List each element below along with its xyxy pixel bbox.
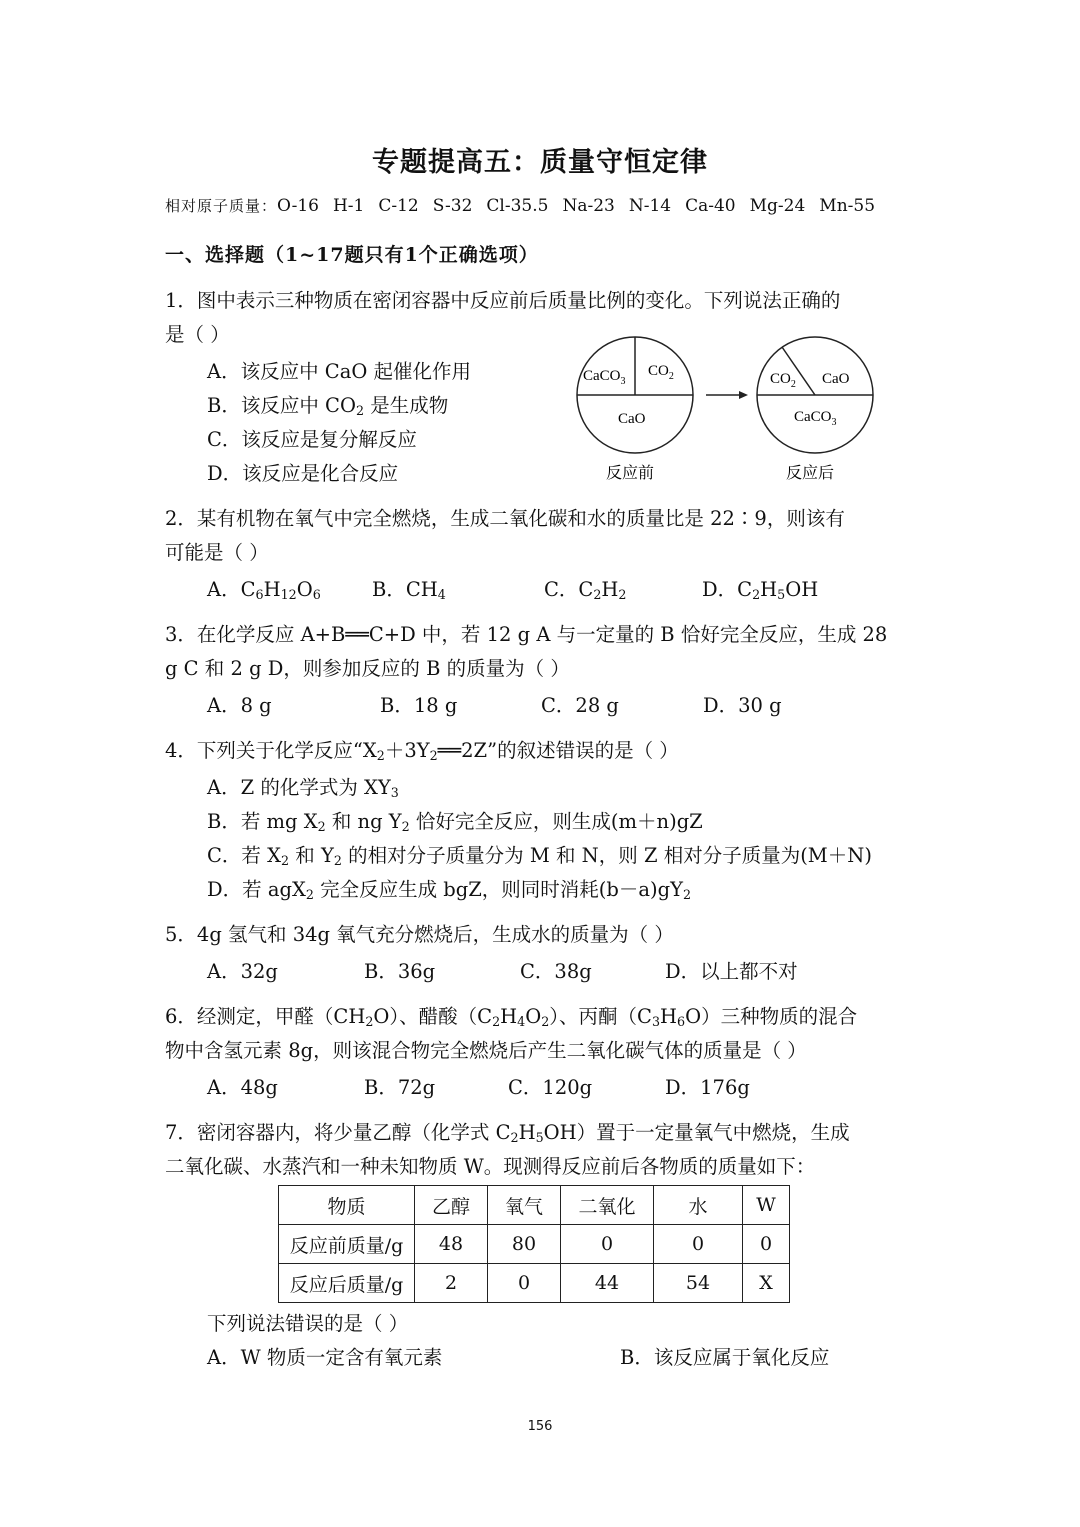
before-cao-label: CaO bbox=[618, 411, 646, 427]
q3-option-b: B．18 g bbox=[380, 694, 458, 717]
table-row bbox=[279, 1186, 790, 1225]
table-header-cell: 氧气 bbox=[488, 1186, 561, 1225]
q2-stem-line1: 2．某有机物在氧气中完全燃烧，生成二氧化碳和水的质量比是 22∶9，则该有 bbox=[165, 507, 845, 530]
q2-stem-line2: 可能是（ ） bbox=[165, 541, 269, 564]
before-caption: 反应前 bbox=[606, 465, 655, 482]
atomic-mass-item: C-12 bbox=[378, 196, 419, 216]
page-number: 156 bbox=[527, 1419, 553, 1434]
table-cell: 2 bbox=[415, 1264, 488, 1303]
q1-option-b-sub: 2 bbox=[355, 403, 364, 419]
table-row bbox=[279, 1225, 790, 1264]
q7-stem-line1: 7．密闭容器内，将少量乙醇（化学式 $C_2H_5OH$）置于一定量氧气中燃烧，生成 bbox=[165, 1121, 850, 1146]
atomic-mass-item: Ca-40 bbox=[685, 196, 736, 216]
reaction-arrow bbox=[706, 391, 748, 399]
table-cell: 0 bbox=[561, 1225, 654, 1264]
q2-option-b: B．$CH_4$ bbox=[372, 578, 446, 603]
after-cao-label: CaO bbox=[822, 371, 850, 387]
table-header-cell: 二氧化 bbox=[561, 1186, 654, 1225]
after-caco3-label: CaCO$_3$ bbox=[794, 409, 837, 428]
before-caco3-label: CaCO$_3$ bbox=[583, 368, 626, 387]
table-cell: X bbox=[743, 1264, 790, 1303]
table-cell: 反应后质量/g bbox=[279, 1264, 415, 1303]
q4-option-b: B．若 mg $X_2$ 和 ng $Y_2$ 恰好完全反应，则生成(m＋n)gZ bbox=[207, 810, 703, 835]
q1-option-b-pre: B．该反应中 CO bbox=[207, 394, 356, 417]
table-cell: 80 bbox=[488, 1225, 561, 1264]
q1-stem-line2: 是（ ） bbox=[165, 323, 230, 346]
q5-stem: 5．4g 氢气和 34g 氧气充分燃烧后，生成水的质量为（ ） bbox=[165, 923, 674, 946]
q1-option-b bbox=[207, 390, 448, 418]
q1-option-b-post: 是生成物 bbox=[364, 394, 449, 417]
q3-option-d: D．30 g bbox=[703, 694, 782, 717]
atomic-mass-item: Mn-55 bbox=[819, 196, 876, 216]
q3-option-a: A．8 g bbox=[207, 694, 272, 717]
q4-stem: 4．下列关于化学反应“$X_2+3Y_2══2Z$”的叙述错误的是（ ） bbox=[165, 739, 679, 764]
q5-option-b: B．36g bbox=[364, 960, 436, 983]
after-co2-label: $CO_2$ bbox=[770, 371, 796, 390]
q2-option-d: D．$C_2H_5OH$ bbox=[702, 578, 819, 603]
atomic-mass-item: O-16 bbox=[277, 196, 319, 216]
q6-option-a: A．48g bbox=[207, 1076, 278, 1099]
table-header-cell: 水 bbox=[654, 1186, 743, 1225]
atomic-mass-label: 相对原子质量： bbox=[165, 197, 278, 215]
q4-option-a: A．Z 的化学式为 $XY_3$ bbox=[207, 776, 399, 801]
table-header-cell: 物质 bbox=[279, 1186, 415, 1225]
atomic-mass-item: S-32 bbox=[432, 196, 473, 216]
table-row bbox=[279, 1264, 790, 1303]
table-cell: 反应前质量/g bbox=[279, 1225, 415, 1264]
q6-option-c: C．120g bbox=[508, 1076, 593, 1099]
table-cell: 0 bbox=[743, 1225, 790, 1264]
table-header-cell: W bbox=[743, 1186, 790, 1225]
table-cell: 54 bbox=[654, 1264, 743, 1303]
q5-option-a: A．32g bbox=[207, 960, 278, 983]
atomic-mass-line bbox=[165, 195, 875, 216]
q7-stem-line2: 二氧化碳、水蒸汽和一种未知物质 W。现测得反应前后各物质的质量如下： bbox=[165, 1155, 816, 1178]
table-cell: 0 bbox=[488, 1264, 561, 1303]
q7-mass-table bbox=[278, 1185, 790, 1303]
q6-stem-line2: 物中含氢元素 8g，则该混合物完全燃烧后产生二氧化碳气体的质量是（ ） bbox=[165, 1039, 807, 1062]
q7-option-b: B．该反应属于氧化反应 bbox=[620, 1346, 830, 1369]
table-cell: 0 bbox=[654, 1225, 743, 1264]
q3-option-c: C．28 g bbox=[541, 694, 619, 717]
q6-option-b: B．72g bbox=[364, 1076, 436, 1099]
q3-stem-line1: 3．在化学反应 A+B══C+D 中，若 12 g A 与一定量的 B 恰好完全反应，生成 28 bbox=[165, 623, 888, 646]
q4-option-d: D．若 agX$_2$ 完全反应生成 bgZ，则同时消耗$(b-a)gY_2$ bbox=[207, 878, 692, 903]
q3-stem-line2: g C 和 2 g D，则参加反应的 B 的质量为（ ） bbox=[165, 657, 570, 680]
table-cell: 44 bbox=[561, 1264, 654, 1303]
q7-option-a: A．W 物质一定含有氧元素 bbox=[207, 1346, 443, 1369]
table-cell: 48 bbox=[415, 1225, 488, 1264]
atomic-mass-item: Na-23 bbox=[562, 196, 615, 216]
atomic-mass-item: Mg-24 bbox=[749, 196, 806, 216]
q4-option-c: C．若 $X_2$ 和 $Y_2$ 的相对分子质量分为 M 和 N，则 Z 相对分子质量为(M＋N) bbox=[207, 844, 872, 869]
q2-option-a: A．$C_6H_{12}O_6$ bbox=[207, 578, 321, 603]
q6-option-d: D．176g bbox=[665, 1076, 750, 1099]
section-heading: 一、选择题（1~17题只有1个正确选项） bbox=[165, 244, 539, 266]
q1-option-d: D．该反应是化合反应 bbox=[207, 462, 399, 485]
q1-reaction-figure bbox=[570, 325, 890, 490]
table-header-cell: 乙醇 bbox=[415, 1186, 488, 1225]
after-pie bbox=[757, 337, 873, 453]
before-pie bbox=[577, 337, 693, 453]
after-caption: 反应后 bbox=[786, 465, 835, 482]
atomic-mass-item: H-1 bbox=[332, 196, 365, 216]
q1-option-c: C．该反应是复分解反应 bbox=[207, 428, 417, 451]
atomic-mass-item: Cl-35.5 bbox=[486, 196, 549, 216]
q2-option-c: C．$C_2H_2$ bbox=[544, 578, 627, 603]
page-title: 专题提高五：质量守恒定律 bbox=[372, 147, 708, 178]
q5-option-d: D．以上都不对 bbox=[665, 960, 798, 983]
q6-stem-line1: 6．经测定，甲醛$(CH_2O)$、醋酸$(C_2H_4O_2)$、丙酮$(C_3H_6O)$三种物质的混合 bbox=[165, 1005, 858, 1030]
q1-option-a: A．该反应中 CaO 起催化作用 bbox=[207, 360, 472, 383]
q7-prompt: 下列说法错误的是（ ） bbox=[207, 1312, 409, 1335]
atomic-mass-item: N-14 bbox=[628, 196, 672, 216]
q5-option-c: C．38g bbox=[520, 960, 592, 983]
q1-stem-line1: 1．图中表示三种物质在密闭容器中反应前后质量比例的变化。下列说法正确的 bbox=[165, 289, 841, 312]
before-co2-label: $CO_2$ bbox=[648, 363, 674, 382]
